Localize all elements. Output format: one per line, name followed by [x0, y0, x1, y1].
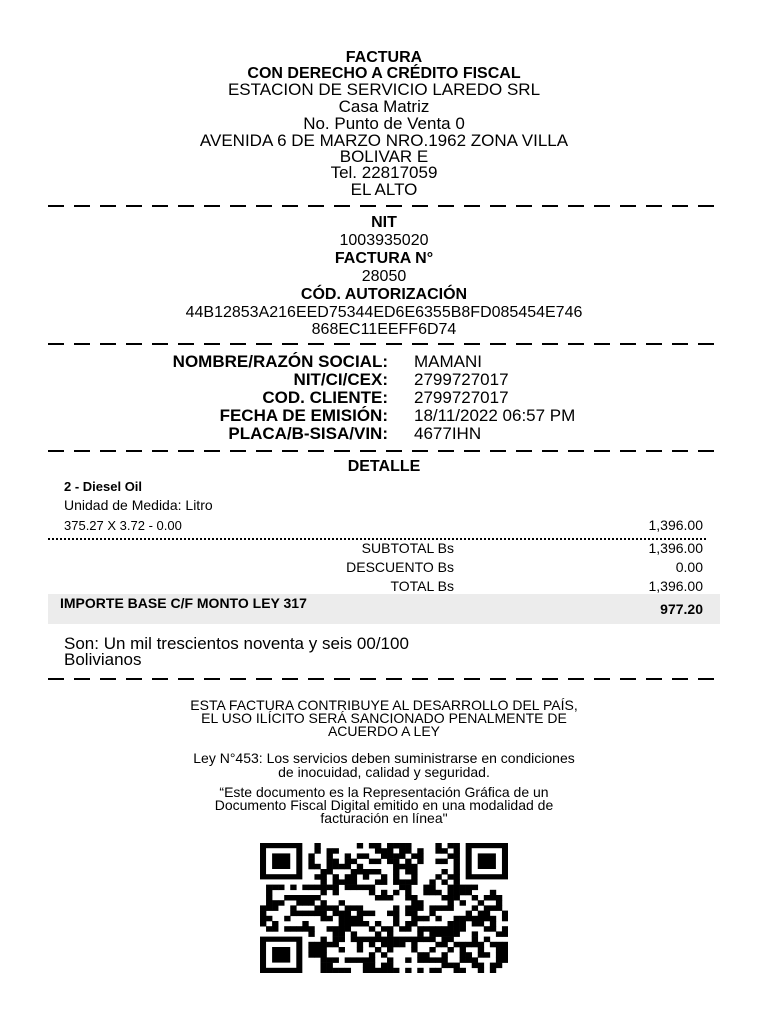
divider: [48, 343, 720, 345]
subtotal-value: 1,396.00: [648, 540, 703, 556]
authorization-code-line-1: 44B12853A216EED75344ED6E6355B8FD085454E746: [185, 304, 583, 321]
company-name: ESTACION DE SERVICIO LAREDO SRL: [227, 80, 541, 99]
authorization-code-line-2: 868EC11EEFF6D74: [311, 321, 457, 338]
invoice-number-value: 28050: [361, 268, 407, 285]
invoice-header: [0, 50, 768, 198]
client-field-label: NOMBRE/RAZÓN SOCIAL:: [172, 352, 388, 371]
legal-notice-line: ESTA FACTURA CONTRIBUYE AL DESARROLLO DEL PAÍS,: [190, 697, 578, 713]
law-notice: [0, 751, 768, 779]
client-field-value: 2799727017: [414, 370, 509, 389]
invoice-subtitle: CON DERECHO A CRÉDITO FISCAL: [247, 65, 521, 82]
item-name: 2 - Diesel Oil: [64, 479, 143, 494]
divider: [48, 450, 720, 452]
digital-document-notice-line: Documento Fiscal Digital emitido en una modalidad de: [214, 797, 554, 813]
digital-document-notice-line: “Este documento es la Representación Gráfica de un: [219, 784, 549, 800]
nit-value: 1003935020: [339, 232, 429, 249]
amount-in-words: [64, 636, 409, 668]
divider: [48, 678, 720, 680]
legal-notice: [0, 699, 768, 738]
client-field-value: 4677IHN: [414, 424, 482, 443]
qr-code-icon: [260, 843, 508, 973]
invoice-identifiers: [0, 214, 768, 338]
item-amount: 1,396.00: [648, 517, 703, 533]
client-field-label: PLACA/B-SISA/VIN:: [228, 424, 388, 443]
divider: [48, 205, 720, 207]
invoice-number-label: FACTURA N°: [334, 250, 434, 267]
address-line-1: AVENIDA 6 DE MARZO NRO.1962 ZONA VILLA: [199, 131, 569, 150]
point-of-sale: No. Punto de Venta 0: [303, 114, 465, 133]
base-amount-value: 977.20: [660, 601, 703, 617]
discount-label: DESCUENTO Bs: [346, 559, 454, 575]
digital-document-notice: [0, 786, 768, 825]
subtotal-label: SUBTOTAL Bs: [361, 540, 454, 556]
client-field-value: 18/11/2022 06:57 PM: [414, 406, 576, 425]
law-notice-line: Ley N°453: Los servicios deben suministrarse en condiciones: [193, 750, 575, 766]
digital-document-notice-line: facturación en línea": [320, 810, 448, 826]
item-calculation: 375.27 X 3.72 - 0.00: [64, 518, 182, 533]
legal-notice-line: EL USO ILÍCITO SERÁ SANCIONADO PENALMENTE DE: [201, 710, 567, 726]
amount-in-words-line-1: Son: Un mil trescientos noventa y seis 00/100: [64, 634, 409, 653]
law-notice-line: de inocuidad, calidad y seguridad.: [278, 764, 490, 780]
detail-title: DETALLE: [347, 458, 421, 475]
nit-label: NIT: [371, 214, 397, 231]
base-amount-label: IMPORTE BASE C/F MONTO LEY 317: [60, 595, 307, 611]
item-unit: Unidad de Medida: Litro: [64, 497, 213, 513]
address-line-2: BOLIVAR E: [339, 147, 429, 166]
city-name: EL ALTO: [350, 180, 418, 199]
client-field-label: FECHA DE EMISIÓN:: [219, 406, 388, 425]
total-value: 1,396.00: [648, 578, 703, 594]
total-label: TOTAL Bs: [390, 578, 454, 594]
branch-name: Casa Matriz: [338, 97, 430, 116]
authorization-code-label: CÓD. AUTORIZACIÓN: [300, 286, 468, 303]
phone-number: Tel. 22817059: [330, 163, 438, 182]
amount-in-words-line-2: Bolivianos: [64, 650, 142, 669]
invoice-title: FACTURA: [345, 49, 423, 66]
client-field-label: NIT/CI/CEX:: [293, 370, 388, 389]
discount-value: 0.00: [675, 559, 703, 575]
client-field-label: COD. CLIENTE:: [262, 388, 388, 407]
client-field-value: MAMANI: [414, 352, 482, 371]
client-field-value: 2799727017: [414, 388, 509, 407]
legal-notice-line: ACUERDO A LEY: [327, 723, 441, 739]
